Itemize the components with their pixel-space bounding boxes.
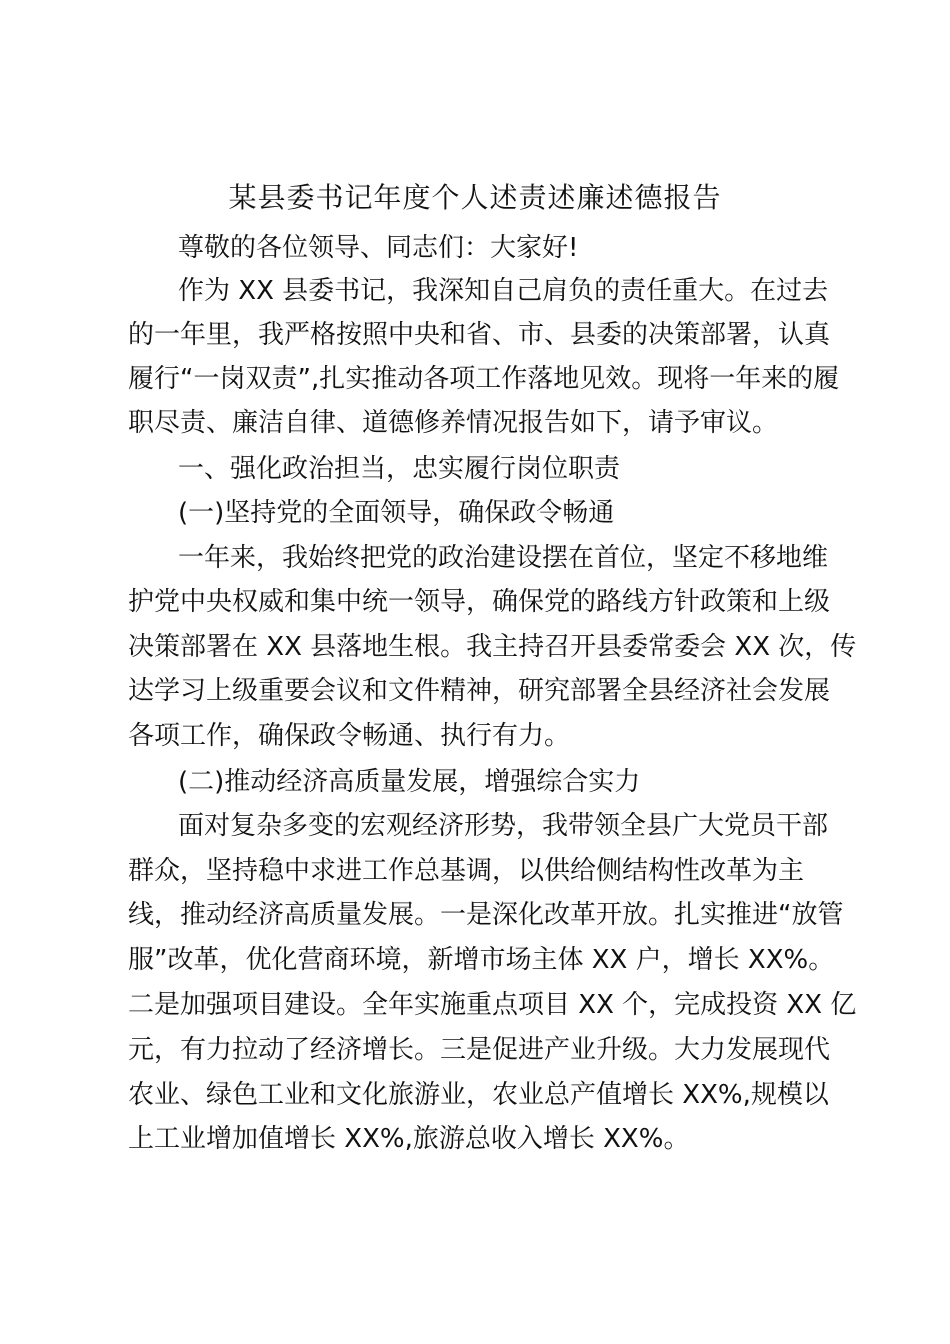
body-line: 二是加强项目建设。全年实施重点项目 XX 个，完成投资 XX 亿 — [128, 990, 857, 1020]
body-line: 作为 XX 县委书记，我深知自己肩负的责任重大。在过去 — [178, 276, 829, 306]
body-line: 的一年里，我严格按照中央和省、市、县委的决策部署，认真 — [128, 320, 831, 350]
section-heading-1: 一、强化政治担当，忠实履行岗位职责 — [178, 454, 621, 484]
body-line: 各项工作，确保政令畅通、执行有力。 — [128, 721, 571, 751]
subsection-heading-2: (二)推动经济高质量发展，增强综合实力 — [178, 767, 641, 797]
salutation: 尊敬的各位领导、同志们：大家好! — [178, 233, 579, 263]
document-title: 某县委书记年度个人述责述廉述德报告 — [228, 181, 722, 214]
body-line: 决策部署在 XX 县落地生根。我主持召开县委常委会 XX 次，传 — [128, 632, 857, 662]
body-line: 上工业增加值增长 XX%,旅游总收入增长 XX%。 — [128, 1124, 690, 1154]
body-line: 服”改革，优化营商环境，新增市场主体 XX 户，增长 XX%。 — [128, 945, 835, 975]
subsection-heading-1: (一)坚持党的全面领导，确保政令畅通 — [178, 498, 615, 528]
body-line: 农业、绿色工业和文化旅游业，农业总产值增长 XX%,规模以 — [128, 1080, 829, 1110]
body-line: 一年来，我始终把党的政治建设摆在首位，坚定不移地维 — [178, 543, 829, 573]
body-line: 元，有力拉动了经济增长。三是促进产业升级。大力发展现代 — [128, 1035, 831, 1065]
body-line: 履行“一岗双责”,扎实推动各项工作落地见效。现将一年来的履 — [128, 364, 840, 394]
body-line: 线，推动经济高质量发展。一是深化改革开放。扎实推进“放管 — [128, 900, 844, 930]
body-line: 职尽责、廉洁自律、道德修养情况报告如下，请予审议。 — [128, 408, 779, 438]
body-line: 群众，坚持稳中求进工作总基调，以供给侧结构性改革为主 — [128, 856, 805, 886]
body-line: 达学习上级重要会议和文件精神，研究部署全县经济社会发展 — [128, 676, 831, 706]
body-line: 护党中央权威和集中统一领导，确保党的路线方针政策和上级 — [128, 587, 831, 617]
body-line: 面对复杂多变的宏观经济形势，我带领全县广大党员干部 — [178, 811, 829, 841]
